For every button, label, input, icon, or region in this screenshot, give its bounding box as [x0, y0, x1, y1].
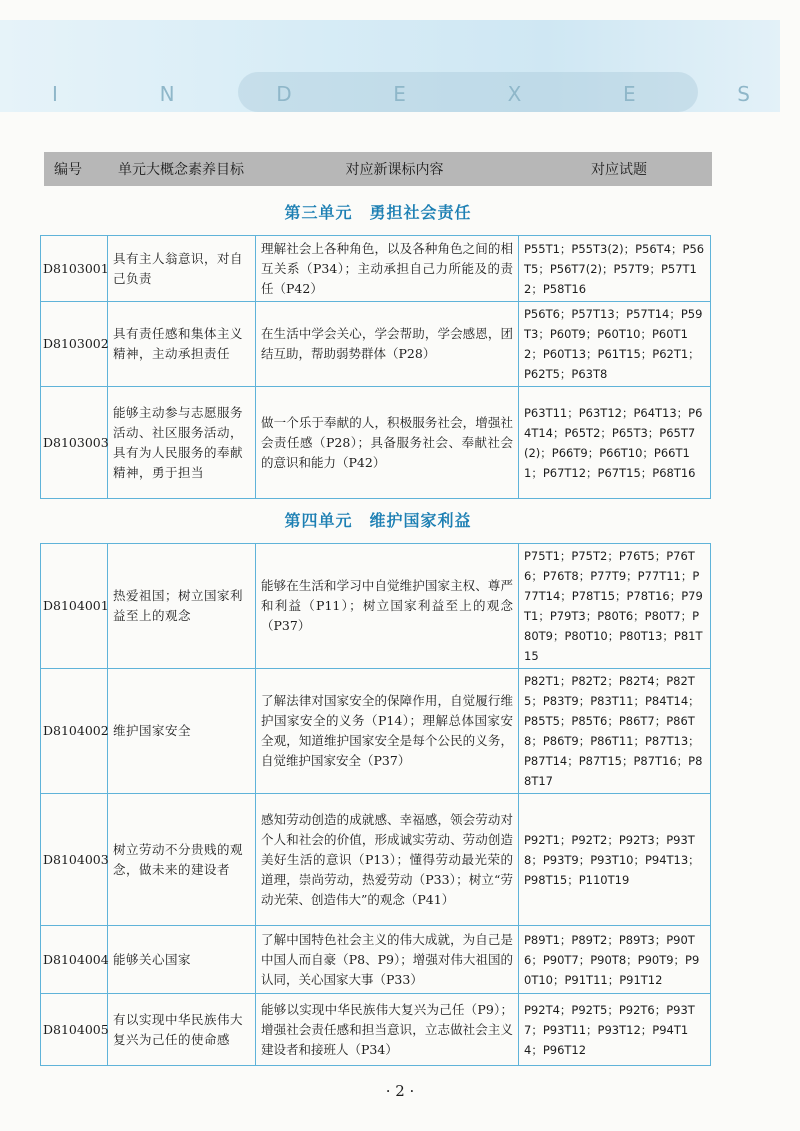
row-content: 在生活中学会关心，学会帮助，学会感恩，团结互助，帮助弱势群体（P28） [256, 302, 519, 387]
unit4-title: 第四单元 维护国家利益 [284, 511, 472, 530]
unit3-title: 第三单元 勇担社会责任 [284, 203, 472, 222]
banner-letter: X [507, 82, 524, 106]
page-number: · 2 · [385, 1082, 415, 1100]
table-row [41, 387, 711, 499]
table-row [41, 994, 711, 1066]
table-row [41, 236, 711, 302]
row-goal: 具有主人翁意识，对自己负责 [108, 236, 256, 302]
row-content: 了解中国特色社会主义的伟大成就，为自己是中国人而自豪（P8、P9）；增强对伟大祖国的认同，关心国家大事（P33） [256, 926, 519, 994]
row-content: 理解社会上各种角色，以及各种角色之间的相互关系（P34）；主动承担自己力所能及的责任（P42） [256, 236, 519, 302]
row-items: P82T1；P82T2；P82T4；P82T5；P83T9；P83T11；P84T14；P85T5；P85T6；P86T7；P86T8；P86T9；P86T11；P87T13；P87T14；P87T15；P87T16；P88T17 [519, 669, 711, 794]
row-items: P75T1；P75T2；P76T5；P76T6；P76T8；P77T9；P77T11；P77T14；P78T15；P78T16；P79T1；P79T3；P80T6；P80T7；P80T9；P80T10；P80T13；P81T15 [519, 544, 711, 669]
banner-letter: I [52, 82, 60, 106]
row-content: 能够在生活和学习中自觉维护国家主权、尊严和利益（P11）；树立国家利益至上的观念（P37） [256, 544, 519, 669]
header-goal: 单元大概念素养目标 [118, 162, 244, 178]
banner-letter: S [737, 82, 752, 106]
unit3-table [40, 235, 711, 499]
row-code: D8104005 [41, 994, 108, 1066]
row-items: P89T1；P89T2；P89T3；P90T6；P90T7；P90T8；P90T9；P90T10；P91T11；P91T12 [519, 926, 711, 994]
header-code: 编号 [54, 162, 82, 178]
banner-letter: E [622, 82, 638, 106]
header-items: 对应试题 [591, 162, 647, 178]
row-goal: 能够主动参与志愿服务活动、社区服务活动，具有为人民服务的奉献精神，勇于担当 [108, 387, 256, 499]
row-goal: 树立劳动不分贵贱的观念，做未来的建设者 [108, 794, 256, 926]
table-row [41, 794, 711, 926]
row-items: P92T1；P92T2；P92T3；P93T8；P93T9；P93T10；P94T13；P98T15；P110T19 [519, 794, 711, 926]
row-items: P55T1；P55T3(2)；P56T4；P56T5；P56T7(2)；P57T9；P57T12；P58T16 [519, 236, 711, 302]
row-items: P92T4；P92T5；P92T6；P93T7；P93T11；P93T12；P94T14；P96T12 [519, 994, 711, 1066]
row-items: P56T6；P57T13；P57T14；P59T3；P60T9；P60T10；P60T12；P60T13；P61T15；P62T1；P62T5；P63T8 [519, 302, 711, 387]
index-banner [0, 20, 780, 112]
header-content: 对应新课标内容 [345, 162, 444, 178]
row-content: 做一个乐于奉献的人，积极服务社会，增强社会责任感（P28）；具备服务社会、奉献社会的意识和能力（P42） [256, 387, 519, 499]
row-code: D8104001 [41, 544, 108, 669]
row-content: 能够以实现中华民族伟大复兴为己任（P9）；增强社会责任感和担当意识，立志做社会主义建设者和接班人（P34） [256, 994, 519, 1066]
row-goal: 有以实现中华民族伟大复兴为己任的使命感 [108, 994, 256, 1066]
banner-letter: N [159, 82, 177, 106]
table-row [41, 302, 711, 387]
banner-letter: D [276, 82, 294, 106]
row-code: D8104004 [41, 926, 108, 994]
row-goal: 热爱祖国；树立国家利益至上的观念 [108, 544, 256, 669]
row-content: 了解法律对国家安全的保障作用，自觉履行维护国家安全的义务（P14）；理解总体国家安全观，知道维护国家安全是每个公民的义务，自觉维护国家安全（P37） [256, 669, 519, 794]
row-goal: 维护国家安全 [108, 669, 256, 794]
unit4-table [40, 543, 711, 1066]
table-row [41, 669, 711, 794]
table-row [41, 544, 711, 669]
row-goal: 具有责任感和集体主义精神，主动承担责任 [108, 302, 256, 387]
row-goal: 能够关心国家 [108, 926, 256, 994]
table-header [44, 152, 712, 186]
row-content: 感知劳动创造的成就感、幸福感，领会劳动对个人和社会的价值，形成诚实劳动、劳动创造美好生活的意识（P13）；懂得劳动最光荣的道理，崇尚劳动，热爱劳动（P33）；树立“劳动光荣、创造伟大”的观念（P41） [256, 794, 519, 926]
row-code: D8103001 [41, 236, 108, 302]
row-items: P63T11；P63T12；P64T13；P64T14；P65T2；P65T3；P65T7(2)；P66T9；P66T10；P66T11；P67T12；P67T15；P68T16 [519, 387, 711, 499]
row-code: D8103002 [41, 302, 108, 387]
row-code: D8104003 [41, 794, 108, 926]
table-row [41, 926, 711, 994]
row-code: D8103003 [41, 387, 108, 499]
banner-letter: E [393, 82, 408, 106]
row-code: D8104002 [41, 669, 108, 794]
banner-letters [52, 82, 752, 106]
